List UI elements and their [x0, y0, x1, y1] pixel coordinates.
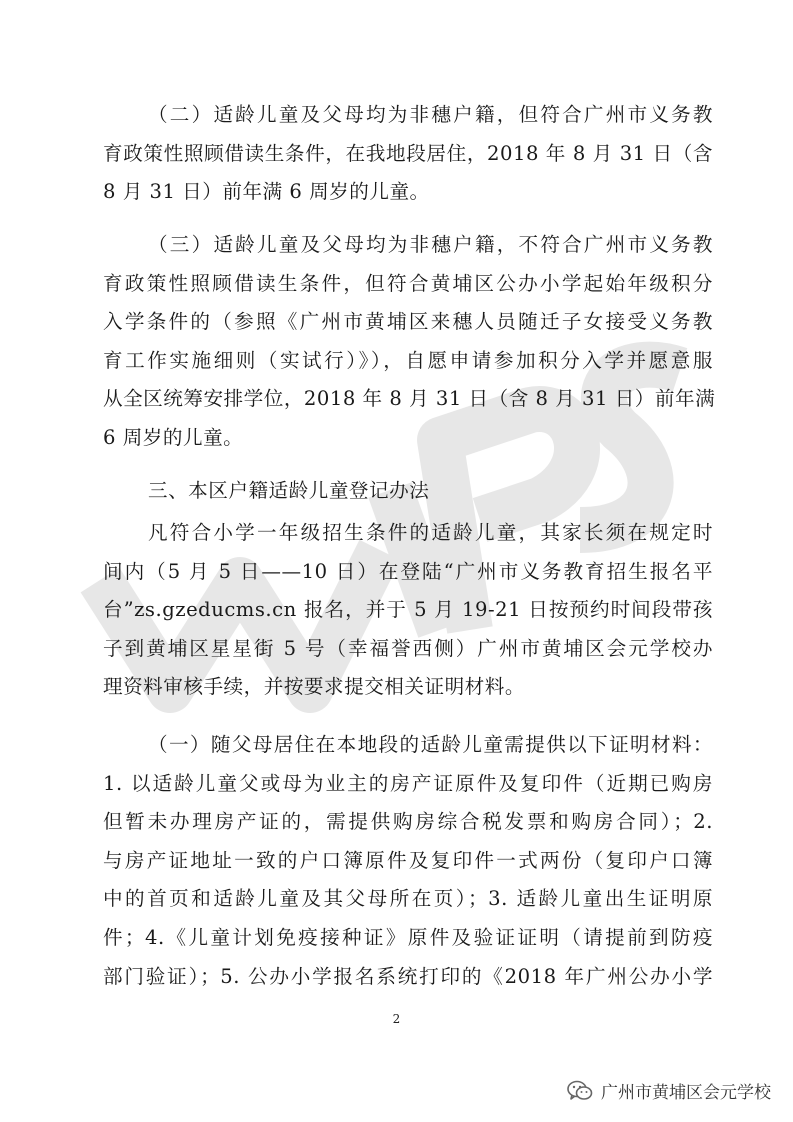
footer-brand — [567, 1078, 771, 1103]
section-heading-text: 三、本区户籍适龄儿童登记办法 — [148, 479, 430, 502]
paragraph-5 — [103, 726, 713, 996]
section-heading — [103, 472, 713, 511]
text-line: 育工作实施细则（实试行）》），自愿申请参加积分入学并愿意服 — [103, 348, 713, 372]
text-line: 凡符合小学一年级招生条件的适龄儿童，其家长须在规定时 — [148, 521, 713, 544]
text-line: 中的首页和适龄儿童及其父母所在页）；3. 适龄儿童出生证明原 — [103, 887, 713, 911]
paragraph-3 — [103, 226, 716, 458]
text-line: 子到黄埔区星星街 5 号（幸福誉西侧）广州市黄埔区会元学校办 — [103, 636, 713, 660]
text-line: 与房产证地址一致的户口簿原件及复印件一式两份（复印户口簿 — [103, 848, 713, 872]
text-line: 育政策性照顾借读生条件，但符合黄埔区公办小学起始年级积分 — [103, 271, 713, 295]
text-line: 理资料审核手续，并按要求提交相关证明材料。 — [103, 675, 525, 699]
text-line: 6 周岁的儿童。 — [103, 425, 244, 449]
page-number: 2 — [392, 1012, 401, 1026]
text-line: 入学条件的（参照《广州市黄埔区来穗人员随迁子女接受义务教 — [103, 310, 713, 334]
text-line: 8 月 31 日）前年满 6 周岁的儿童。 — [103, 180, 430, 204]
text-line: （三）适龄儿童及父母均为非穗户籍，不符合广州市义务教 — [148, 233, 713, 256]
text-line: 台”zs.gzeducms.cn 报名，并于 5 月 19-21 日按预约时间段带孩 — [103, 598, 713, 622]
text-line: 件；4.《儿童计划免疫接种证》原件及验证证明（请提前到防疫 — [103, 925, 713, 949]
footer-brand-name: 广州市黄埔区会元学校 — [601, 1083, 771, 1103]
text-line: 1. 以适龄儿童父或母为业主的房产证原件及复印件（近期已购房 — [103, 771, 713, 795]
text-line: 从全区统筹安排学位，2018 年 8 月 31 日（含 8 月 31 日）前年满 — [103, 387, 716, 411]
text-line: 育政策性照顾借读生条件，在我地段居住，2018 年 8 月 31 日（含 — [103, 141, 713, 165]
paragraph-4 — [103, 514, 713, 707]
text-line: 但暂未办理房产证的，需提供购房综合税发票和购房合同）；2. — [103, 810, 713, 834]
text-line: （二）适龄儿童及父母均为非穗户籍，但符合广州市义务教 — [148, 103, 713, 126]
wechat-icon — [567, 1080, 593, 1102]
text-line: 部门验证）；5. 公办小学报名系统打印的《2018 年广州公办小学 — [103, 964, 713, 988]
text-line: 间内（5 月 5 日——10 日）在登陆“广州市义务教育招生报名平 — [103, 559, 713, 583]
text-line: （一）随父母居住在本地段的适龄儿童需提供以下证明材料： — [148, 733, 713, 756]
paragraph-2 — [103, 96, 713, 212]
